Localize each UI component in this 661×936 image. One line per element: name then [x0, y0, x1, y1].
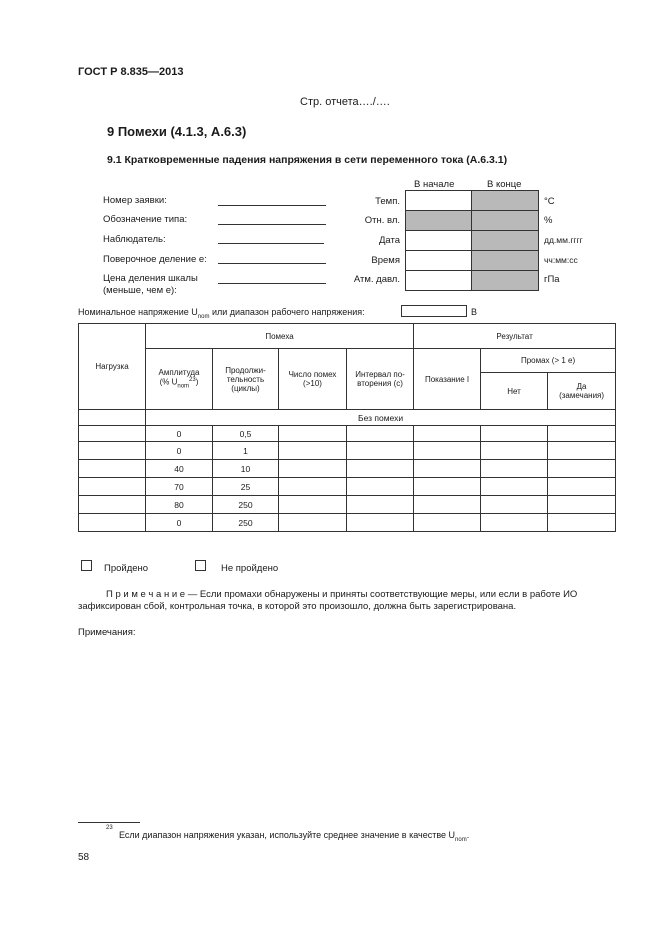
- failed-checkbox[interactable]: [195, 560, 206, 571]
- table-cell[interactable]: [481, 514, 548, 532]
- table-cell[interactable]: [414, 426, 481, 442]
- env-label-time: Время: [371, 255, 400, 266]
- table-cell[interactable]: [347, 478, 414, 496]
- footnote-number: 23: [106, 825, 113, 831]
- table-cell[interactable]: [548, 426, 616, 442]
- env-time-end: [471, 250, 539, 271]
- table-cell[interactable]: [347, 496, 414, 514]
- table-cell[interactable]: [481, 442, 548, 460]
- col-amplitude: Амплитуда (% $U_{nom}^{23}$): [146, 349, 213, 410]
- table-cell[interactable]: [481, 460, 548, 478]
- duration-cell: 1: [213, 442, 279, 460]
- info-label-scale-interval-cont: (меньше, чем e):: [103, 285, 177, 296]
- table-cell[interactable]: [79, 442, 146, 460]
- info-line-scale-interval[interactable]: [218, 283, 326, 284]
- remarks-label: Примечания:: [78, 627, 136, 638]
- env-temp-start[interactable]: [405, 190, 472, 211]
- table-row: [79, 496, 616, 514]
- duration-cell: 250: [213, 496, 279, 514]
- footnote-divider: [78, 822, 140, 823]
- env-date-start[interactable]: [405, 230, 472, 251]
- nominal-voltage-input[interactable]: [401, 305, 467, 317]
- table-cell[interactable]: [481, 426, 548, 442]
- table-cell[interactable]: [548, 496, 616, 514]
- col-indication: Показание I: [414, 349, 481, 410]
- col-no: Нет: [481, 373, 548, 410]
- col-result: Результат: [414, 324, 616, 349]
- env-humidity-end: [471, 210, 539, 231]
- passed-checkbox[interactable]: [81, 560, 92, 571]
- info-label-type: Обозначение типа:: [103, 214, 188, 225]
- amplitude-cell: 0: [146, 442, 213, 460]
- env-pressure-start[interactable]: [405, 270, 472, 291]
- interference-table: [78, 323, 616, 532]
- env-unit-time: чч:мм:сс: [544, 255, 578, 265]
- info-label-scale-interval: Цена деления шкалы: [103, 273, 198, 284]
- report-page-field: Стр. отчета…./….: [300, 96, 390, 108]
- table-cell[interactable]: [279, 496, 347, 514]
- table-cell[interactable]: [481, 496, 548, 514]
- table-cell[interactable]: [279, 478, 347, 496]
- env-pressure-end: [471, 270, 539, 291]
- table-cell[interactable]: [347, 514, 414, 532]
- failed-label: Не пройдено: [221, 563, 279, 574]
- table-cell[interactable]: [414, 496, 481, 514]
- env-time-start[interactable]: [405, 250, 472, 271]
- note-line-1: П р и м е ч а н и е — Если промахи обнаружены и приняты соответствующие меры, или если в работе ИО: [106, 589, 578, 600]
- table-cell[interactable]: [414, 478, 481, 496]
- table-cell[interactable]: [79, 514, 146, 532]
- table-row: [79, 478, 616, 496]
- table-cell[interactable]: [414, 442, 481, 460]
- env-humidity-start: [405, 210, 472, 231]
- table-cell[interactable]: [347, 442, 414, 460]
- env-unit-temp: °C: [544, 196, 555, 207]
- table-cell[interactable]: [279, 514, 347, 532]
- nominal-voltage-label: Номинальное напряжение $U_{nom}$ или диапазон рабочего напряжения:: [78, 307, 365, 320]
- amplitude-cell: 0: [146, 514, 213, 532]
- env-unit-pressure: гПа: [544, 274, 560, 285]
- table-row: [79, 426, 616, 442]
- info-label-observer: Наблюдатель:: [103, 234, 166, 245]
- info-label-verification-interval: Поверочное деление e:: [103, 254, 207, 265]
- col-count: Число помех (>10): [279, 349, 347, 410]
- amplitude-cell: 70: [146, 478, 213, 496]
- table-cell[interactable]: [279, 442, 347, 460]
- table-row: [79, 442, 616, 460]
- table-cell[interactable]: [414, 514, 481, 532]
- info-line-observer[interactable]: [218, 243, 324, 244]
- col-interval: Интервал по- вторения (с): [347, 349, 414, 410]
- env-unit-date: дд.мм.гггг: [544, 235, 583, 245]
- amplitude-cell: 80: [146, 496, 213, 514]
- no-interference-row: Без помехи: [146, 410, 616, 426]
- col-yes: Да (замечания): [548, 373, 616, 410]
- table-cell[interactable]: [79, 496, 146, 514]
- table-cell[interactable]: [347, 460, 414, 478]
- table-cell[interactable]: [347, 426, 414, 442]
- subsection-title: 9.1 Кратковременные падения напряжения в сети переменного тока (А.6.3.1): [107, 154, 508, 166]
- table-cell[interactable]: [79, 426, 146, 442]
- table-cell[interactable]: [79, 460, 146, 478]
- amplitude-cell: 40: [146, 460, 213, 478]
- info-line-verification-interval[interactable]: [218, 263, 326, 264]
- env-label-temp: Темп.: [375, 196, 400, 207]
- standard-header: ГОСТ Р 8.835—2013: [78, 66, 184, 78]
- table-row: [79, 514, 616, 532]
- duration-cell: 10: [213, 460, 279, 478]
- col-duration: Продолжи- тельность (циклы): [213, 349, 279, 410]
- duration-cell: 250: [213, 514, 279, 532]
- footnote-text: Если диапазон напряжения указан, используйте среднее значение в качестве $U_{nom}$.: [119, 830, 470, 843]
- duration-cell: 25: [213, 478, 279, 496]
- env-date-end: [471, 230, 539, 251]
- info-line-application[interactable]: [218, 205, 326, 206]
- env-unit-humidity: %: [544, 215, 553, 226]
- col-load: Нагрузка: [79, 324, 146, 410]
- table-cell[interactable]: [481, 478, 548, 496]
- note-line-2: зафиксирован сбой, контрольная точка, в которой это произошло, должна быть зарегистрирована.: [78, 601, 517, 612]
- table-cell[interactable]: [79, 410, 146, 426]
- page-number: 58: [78, 852, 90, 863]
- table-cell[interactable]: [79, 478, 146, 496]
- env-temp-end: [471, 190, 539, 211]
- info-line-type[interactable]: [218, 224, 326, 225]
- env-col-start: В начале: [414, 179, 455, 190]
- table-row: [79, 460, 616, 478]
- table-cell[interactable]: [548, 460, 616, 478]
- table-cell[interactable]: [414, 460, 481, 478]
- table-cell[interactable]: [548, 478, 616, 496]
- amplitude-cell: 0: [146, 426, 213, 442]
- table-cell[interactable]: [279, 460, 347, 478]
- duration-cell: 0,5: [213, 426, 279, 442]
- table-cell[interactable]: [548, 442, 616, 460]
- nominal-voltage-unit: В: [471, 307, 478, 317]
- info-label-application: Номер заявки:: [103, 195, 167, 206]
- env-label-date: Дата: [378, 235, 400, 246]
- env-label-humidity: Отн. вл.: [364, 215, 400, 226]
- col-interference: Помеха: [146, 324, 414, 349]
- env-col-end: В конце: [487, 179, 522, 190]
- passed-label: Пройдено: [104, 563, 149, 574]
- table-cell[interactable]: [279, 426, 347, 442]
- table-cell[interactable]: [548, 514, 616, 532]
- section-title: 9 Помехи (4.1.3, А.6.3): [107, 124, 247, 139]
- env-label-pressure: Атм. давл.: [353, 274, 400, 285]
- col-faults: Промах (> 1 e): [481, 349, 616, 373]
